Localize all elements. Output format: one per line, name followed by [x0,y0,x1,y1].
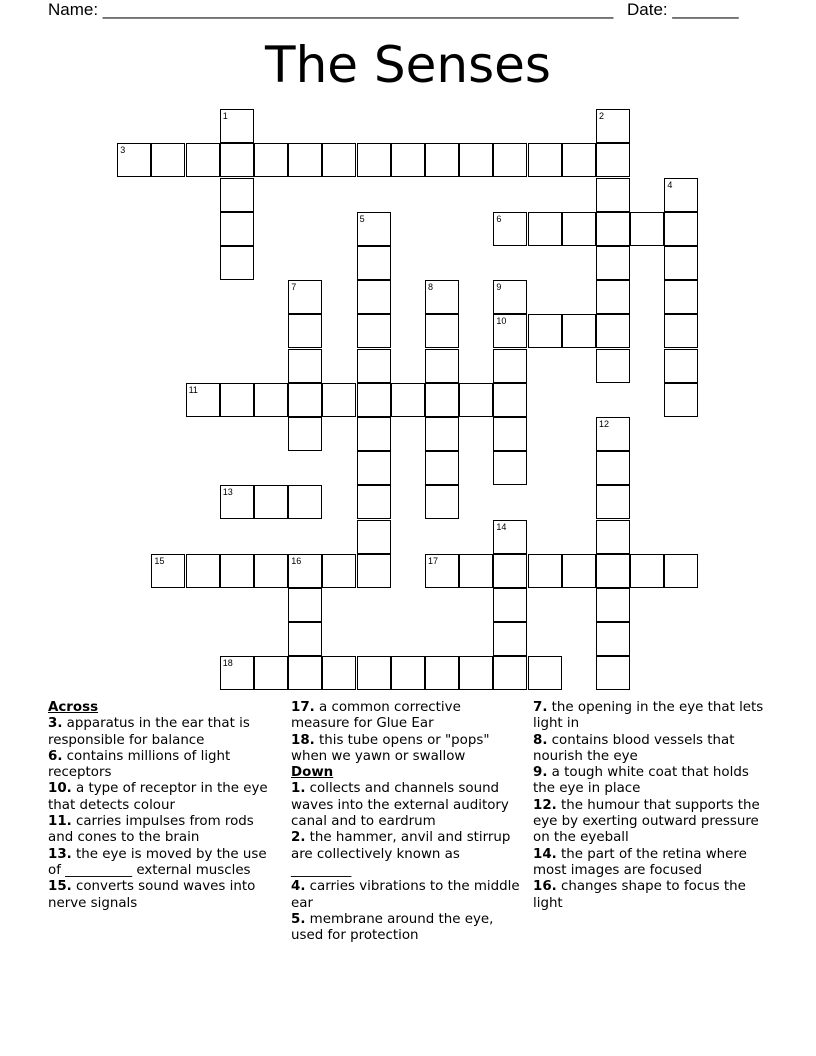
clue-number-label: 7 [291,282,297,293]
clue-number-label: 3 [120,145,126,156]
clue-down-12 [533,798,773,847]
grid-cell[interactable] [425,554,459,588]
grid-cell[interactable] [425,383,459,417]
grid-cell[interactable] [664,554,698,588]
grid-cell[interactable] [493,280,527,314]
clue-across-17 [291,700,523,733]
grid-cell[interactable] [186,143,220,177]
grid-cell[interactable] [596,451,630,485]
grid-cell[interactable] [151,554,185,588]
clue-text: converts sound waves into nerve signals [48,879,256,911]
grid-cell[interactable] [391,656,425,690]
clue-down-9 [533,765,773,798]
clue-across-18 [291,733,523,766]
grid-cell[interactable] [459,143,493,177]
grid-cell[interactable] [425,656,459,690]
clue-text: apparatus in the ear that is responsible for balance [48,716,250,748]
grid-cell[interactable] [220,212,254,246]
clue-text: this tube opens or "pops" when we yawn or swallow [291,732,490,764]
clue-text: a tough white coat that holds the eye in place [533,765,749,797]
clues-column-1 [48,700,280,912]
clue-number: 8. [533,732,548,748]
grid-cell[interactable] [288,280,322,314]
clue-number: 14. [533,846,557,862]
grid-cell[interactable] [288,554,322,588]
grid-cell[interactable] [562,314,596,348]
clue-text: contains millions of light receptors [48,748,231,781]
grid-cell[interactable] [220,656,254,690]
grid-cell[interactable] [220,383,254,417]
page-title: The Senses [265,36,551,94]
clue-number: 4. [291,879,306,895]
clue-text: collects and channels sound waves into the external auditory canal and to eardrum [291,781,509,830]
grid-cell[interactable] [288,417,322,451]
grid-cell[interactable] [459,554,493,588]
grid-cell[interactable] [493,622,527,656]
grid-cell[interactable] [493,554,527,588]
clue-down-14 [533,847,773,880]
clue-number: 18. [291,732,315,748]
clue-text: a common corrective measure for Glue Ear [291,700,461,732]
grid-cell[interactable] [425,451,459,485]
clue-across-11 [48,814,280,847]
clue-number-label: 6 [496,213,502,224]
grid-cell[interactable] [528,554,562,588]
grid-cell[interactable] [254,383,288,417]
clue-text: carries vibrations to the middle ear [291,879,520,911]
date-field[interactable]: Date: _______ [627,0,739,19]
down-heading: Down [291,765,334,781]
clue-number: 6. [48,748,63,764]
grid-cell[interactable] [391,383,425,417]
grid-cell[interactable] [562,212,596,246]
clue-text: membrane around the eye, used for protection [291,911,494,944]
clue-number-label: 11 [188,384,198,395]
grid-cell[interactable] [493,314,527,348]
grid-cell[interactable] [664,349,698,383]
grid-cell[interactable] [493,520,527,554]
grid-cell[interactable] [357,280,391,314]
grid-cell[interactable] [664,383,698,417]
grid-cell[interactable] [596,109,630,143]
grid-cell[interactable] [151,143,185,177]
clue-text: the part of the retina where most images are focused [533,846,747,878]
clue-number: 13. [48,846,72,862]
grid-cell[interactable] [596,417,630,451]
grid-cell[interactable] [630,212,664,246]
grid-cell[interactable] [254,656,288,690]
clue-number: 2. [291,830,306,846]
grid-cell[interactable] [596,143,630,177]
grid-cell[interactable] [357,143,391,177]
clue-number-label: 9 [496,282,502,293]
grid-cell[interactable] [596,485,630,519]
clue-number-label: 2 [599,111,605,122]
grid-cell[interactable] [528,314,562,348]
clue-number: 12. [533,797,557,813]
clue-number-label: 16 [291,555,302,566]
grid-cell[interactable] [528,656,562,690]
clue-number-label: 10 [496,316,507,327]
grid-cell[interactable] [288,622,322,656]
grid-cell[interactable] [425,485,459,519]
grid-cell[interactable] [493,588,527,622]
grid-cell[interactable] [425,314,459,348]
clue-text: the hammer, anvil and stirrup are collectively known as _________ [291,830,511,878]
grid-cell[interactable] [596,314,630,348]
clue-down-8 [533,733,773,766]
grid-cell[interactable] [664,314,698,348]
grid-cell[interactable] [664,280,698,314]
grid-cell[interactable] [288,485,322,519]
clue-down-4 [291,879,523,912]
clue-number-label: 14 [496,521,507,532]
clue-down-16 [533,879,773,912]
grid-cell[interactable] [425,349,459,383]
clue-text: carries impulses from rods and cones to the brain [48,814,254,846]
grid-cell[interactable] [288,349,322,383]
clue-number: 10. [48,781,72,797]
grid-cell[interactable] [459,383,493,417]
grid-cell[interactable] [322,656,356,690]
grid-cell[interactable] [425,143,459,177]
grid-cell[interactable] [220,143,254,177]
grid-cell[interactable] [357,451,391,485]
grid-cell[interactable] [357,212,391,246]
grid-cell[interactable] [322,383,356,417]
clue-across-3 [48,716,280,749]
grid-cell[interactable] [220,485,254,519]
clue-number: 1. [291,781,306,797]
grid-cell[interactable] [357,246,391,280]
grid-cell[interactable] [425,417,459,451]
grid-cell[interactable] [596,622,630,656]
grid-cell[interactable] [528,212,562,246]
clue-number: 15. [48,879,72,895]
grid-cell[interactable] [425,280,459,314]
clue-across-15 [48,879,280,912]
name-field[interactable]: Name: ______________________________________________________ [48,0,614,19]
grid-cell[interactable] [254,554,288,588]
grid-cell[interactable] [459,656,493,690]
grid-cell[interactable] [186,383,220,417]
grid-cell[interactable] [493,656,527,690]
clue-text: the humour that supports the eye by exerting outward pressure on the eyeball [533,797,760,846]
clue-text: contains blood vessels that nourish the eye [533,732,735,764]
grid-cell[interactable] [596,520,630,554]
grid-cell[interactable] [254,485,288,519]
grid-cell[interactable] [596,349,630,383]
clue-number: 7. [533,700,548,715]
grid-cell[interactable] [664,212,698,246]
grid-cell[interactable] [357,417,391,451]
grid-cell[interactable] [357,314,391,348]
grid-cell[interactable] [630,554,664,588]
grid-cell[interactable] [357,485,391,519]
clue-text: the eye is moved by the use of __________ external muscles [48,846,267,878]
clue-number: 9. [533,765,548,781]
grid-cell[interactable] [493,383,527,417]
grid-cell[interactable] [596,212,630,246]
grid-cell[interactable] [357,383,391,417]
clue-across-13 [48,847,280,880]
clue-down-5 [291,912,523,945]
grid-cell[interactable] [288,383,322,417]
clue-text: a type of receptor in the eye that detects colour [48,781,268,813]
clue-text: changes shape to focus the light [533,879,746,911]
grid-cell[interactable] [596,554,630,588]
grid-cell[interactable] [357,656,391,690]
grid-cell[interactable] [322,554,356,588]
grid-cell[interactable] [664,178,698,212]
clue-number-label: 17 [428,555,439,566]
grid-cell[interactable] [288,588,322,622]
grid-cell[interactable] [596,588,630,622]
grid-cell[interactable] [117,143,151,177]
grid-cell[interactable] [493,451,527,485]
grid-cell[interactable] [596,656,630,690]
grid-cell[interactable] [493,349,527,383]
clues-column-3 [533,700,773,912]
clue-number-label: 15 [154,555,165,566]
grid-cell[interactable] [186,554,220,588]
grid-cell[interactable] [562,143,596,177]
clue-across-6 [48,749,280,782]
grid-cell[interactable] [220,246,254,280]
clues-column-2 [291,700,523,944]
clue-number-label: 13 [222,487,233,498]
clue-text: the opening in the eye that lets light in [533,700,764,732]
grid-cell[interactable] [357,554,391,588]
grid-cell[interactable] [322,143,356,177]
clue-number: 17. [291,700,315,715]
grid-cell[interactable] [288,314,322,348]
grid-cell[interactable] [493,212,527,246]
grid-cell[interactable] [220,178,254,212]
grid-cell[interactable] [596,280,630,314]
clue-number: 3. [48,716,63,732]
clue-number-label: 18 [222,658,233,669]
clue-down-2 [291,830,523,879]
clue-number-label: 8 [428,282,434,293]
clue-across-10 [48,781,280,814]
grid-cell[interactable] [664,246,698,280]
grid-cell[interactable] [562,554,596,588]
grid-cell[interactable] [493,143,527,177]
grid-cell[interactable] [357,520,391,554]
across-heading: Across [48,700,99,715]
grid-cell[interactable] [391,143,425,177]
clue-number: 16. [533,879,557,895]
grid-cell[interactable] [493,417,527,451]
grid-cell[interactable] [596,246,630,280]
clue-down-1 [291,781,523,830]
grid-cell[interactable] [288,656,322,690]
grid-cell[interactable] [220,554,254,588]
grid-cell[interactable] [254,143,288,177]
grid-cell[interactable] [288,143,322,177]
clue-number-label: 1 [222,111,228,122]
clue-number-label: 12 [599,419,610,429]
grid-cell[interactable] [528,143,562,177]
grid-cell[interactable] [596,178,630,212]
grid-cell[interactable] [357,349,391,383]
clue-number: 11. [48,814,72,830]
clue-number-label: 5 [359,213,365,224]
clue-number-label: 4 [667,179,673,190]
clue-down-7 [533,700,773,733]
clue-number: 5. [291,911,306,927]
grid-cell[interactable] [220,109,254,143]
